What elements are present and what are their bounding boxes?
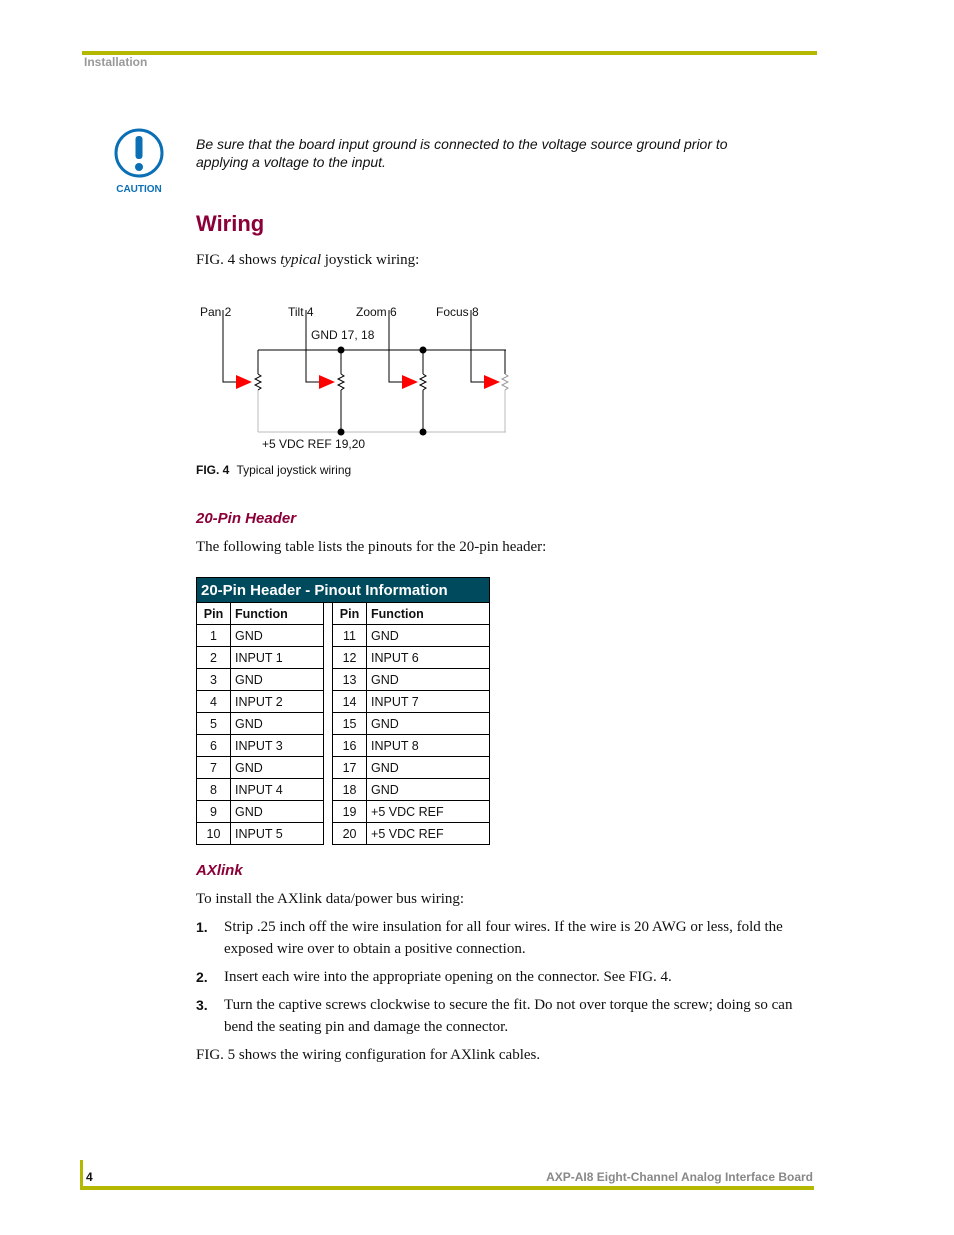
cell-func-b: +5 VDC REF: [367, 823, 490, 845]
cell-gap: [324, 735, 333, 757]
cell-pin-a: 4: [197, 691, 231, 713]
cell-func-b: GND: [367, 625, 490, 647]
caution-text: Be sure that the board input ground is connected to the voltage source ground prior to applying a voltage to the input.: [196, 136, 728, 170]
cell-gap: [324, 779, 333, 801]
cell-gap: [324, 823, 333, 845]
footer-title: AXP-AI8 Eight-Channel Analog Interface Board: [546, 1170, 813, 1184]
cell-pin-a: 10: [197, 823, 231, 845]
cell-pin-a: 8: [197, 779, 231, 801]
cell-gap: [324, 625, 333, 647]
cell-pin-b: 13: [333, 669, 367, 691]
col-pin-a: Pin: [197, 603, 231, 625]
cell-func-a: GND: [231, 757, 324, 779]
col-function-a: Function: [231, 603, 324, 625]
cell-func-a: INPUT 2: [231, 691, 324, 713]
cell-gap: [324, 713, 333, 735]
joystick-wiring-diagram: [196, 296, 516, 456]
page-number: 4: [86, 1170, 93, 1184]
cell-pin-b: 18: [333, 779, 367, 801]
cell-func-b: INPUT 7: [367, 691, 490, 713]
cell-func-a: INPUT 5: [231, 823, 324, 845]
cell-func-a: INPUT 3: [231, 735, 324, 757]
caution-label: CAUTION: [116, 184, 162, 195]
figure-caption: FIG. 4 Typical joystick wiring: [196, 463, 352, 477]
table-row: [197, 625, 490, 647]
table-row: [197, 647, 490, 669]
cell-gap: [324, 757, 333, 779]
cell-gap: [324, 647, 333, 669]
footer-rule: [80, 1186, 814, 1190]
pin-header-heading: 20-Pin Header: [196, 510, 297, 527]
caution-icon: [112, 127, 166, 197]
cell-pin-b: 16: [333, 735, 367, 757]
cell-gap: [324, 691, 333, 713]
label-gnd: GND 17, 18: [311, 328, 375, 342]
table-row: [197, 691, 490, 713]
table-title: 20-Pin Header - Pinout Information: [197, 578, 490, 603]
col-function-b: Function: [367, 603, 490, 625]
header-rule: [82, 51, 817, 55]
table-row: [197, 713, 490, 735]
cell-func-b: +5 VDC REF: [367, 801, 490, 823]
cell-func-a: INPUT 1: [231, 647, 324, 669]
table-row: [197, 735, 490, 757]
cell-pin-b: 15: [333, 713, 367, 735]
axlink-intro: To install the AXlink data/power bus wiring:: [196, 891, 465, 907]
cell-func-b: GND: [367, 713, 490, 735]
table-row: [197, 801, 490, 823]
label-focus: Focus 8: [436, 305, 479, 319]
cell-pin-b: 19: [333, 801, 367, 823]
label-tilt: Tilt 4: [288, 305, 314, 319]
pin-header-intro: The following table lists the pinouts for the 20-pin header:: [196, 539, 547, 555]
pinout-table: [196, 577, 490, 845]
cell-pin-a: 1: [197, 625, 231, 647]
wiring-intro: FIG. 4 shows typical joystick wiring:: [196, 252, 420, 268]
cell-func-b: INPUT 8: [367, 735, 490, 757]
cell-pin-b: 20: [333, 823, 367, 845]
cell-gap: [324, 669, 333, 691]
list-item: 2. Insert each wire into the appropriate opening on the connector. See FIG. 4.: [196, 969, 672, 985]
cell-pin-b: 12: [333, 647, 367, 669]
cell-func-b: GND: [367, 669, 490, 691]
cell-pin-a: 2: [197, 647, 231, 669]
axlink-steps: [196, 916, 816, 1044]
cell-pin-b: 11: [333, 625, 367, 647]
cell-func-a: GND: [231, 669, 324, 691]
label-zoom: Zoom 6: [356, 305, 397, 319]
cell-pin-a: 7: [197, 757, 231, 779]
cell-pin-a: 3: [197, 669, 231, 691]
table-row: [197, 779, 490, 801]
cell-func-a: GND: [231, 801, 324, 823]
cell-pin-a: 9: [197, 801, 231, 823]
cell-func-b: GND: [367, 757, 490, 779]
cell-func-a: GND: [231, 625, 324, 647]
cell-func-b: INPUT 6: [367, 647, 490, 669]
cell-func-b: GND: [367, 779, 490, 801]
cell-func-a: GND: [231, 713, 324, 735]
axlink-outro: FIG. 5 shows the wiring configuration for AXlink cables.: [196, 1047, 541, 1063]
cell-pin-a: 6: [197, 735, 231, 757]
cell-func-a: INPUT 4: [231, 779, 324, 801]
col-pin-b: Pin: [333, 603, 367, 625]
cell-pin-b: 17: [333, 757, 367, 779]
list-item: 3. Turn the captive screws clockwise to secure the fit. Do not over torque the screw; doing so can bend the seating pin and damage the connector.: [196, 997, 793, 1035]
header-section: Installation: [84, 55, 148, 69]
table-row: [197, 823, 490, 845]
table-row: [197, 757, 490, 779]
label-vref: +5 VDC REF 19,20: [262, 437, 366, 451]
cell-gap: [324, 801, 333, 823]
cell-pin-a: 5: [197, 713, 231, 735]
axlink-heading: AXlink: [196, 862, 243, 879]
label-pan: Pan 2: [200, 305, 232, 319]
wiring-heading: Wiring: [196, 211, 265, 236]
table-row: [197, 669, 490, 691]
list-item: 1. Strip .25 inch off the wire insulation for all four wires. If the wire is 20 AWG or less, fold the exposed wire over to obtain a positive connection.: [196, 919, 783, 957]
cell-pin-b: 14: [333, 691, 367, 713]
